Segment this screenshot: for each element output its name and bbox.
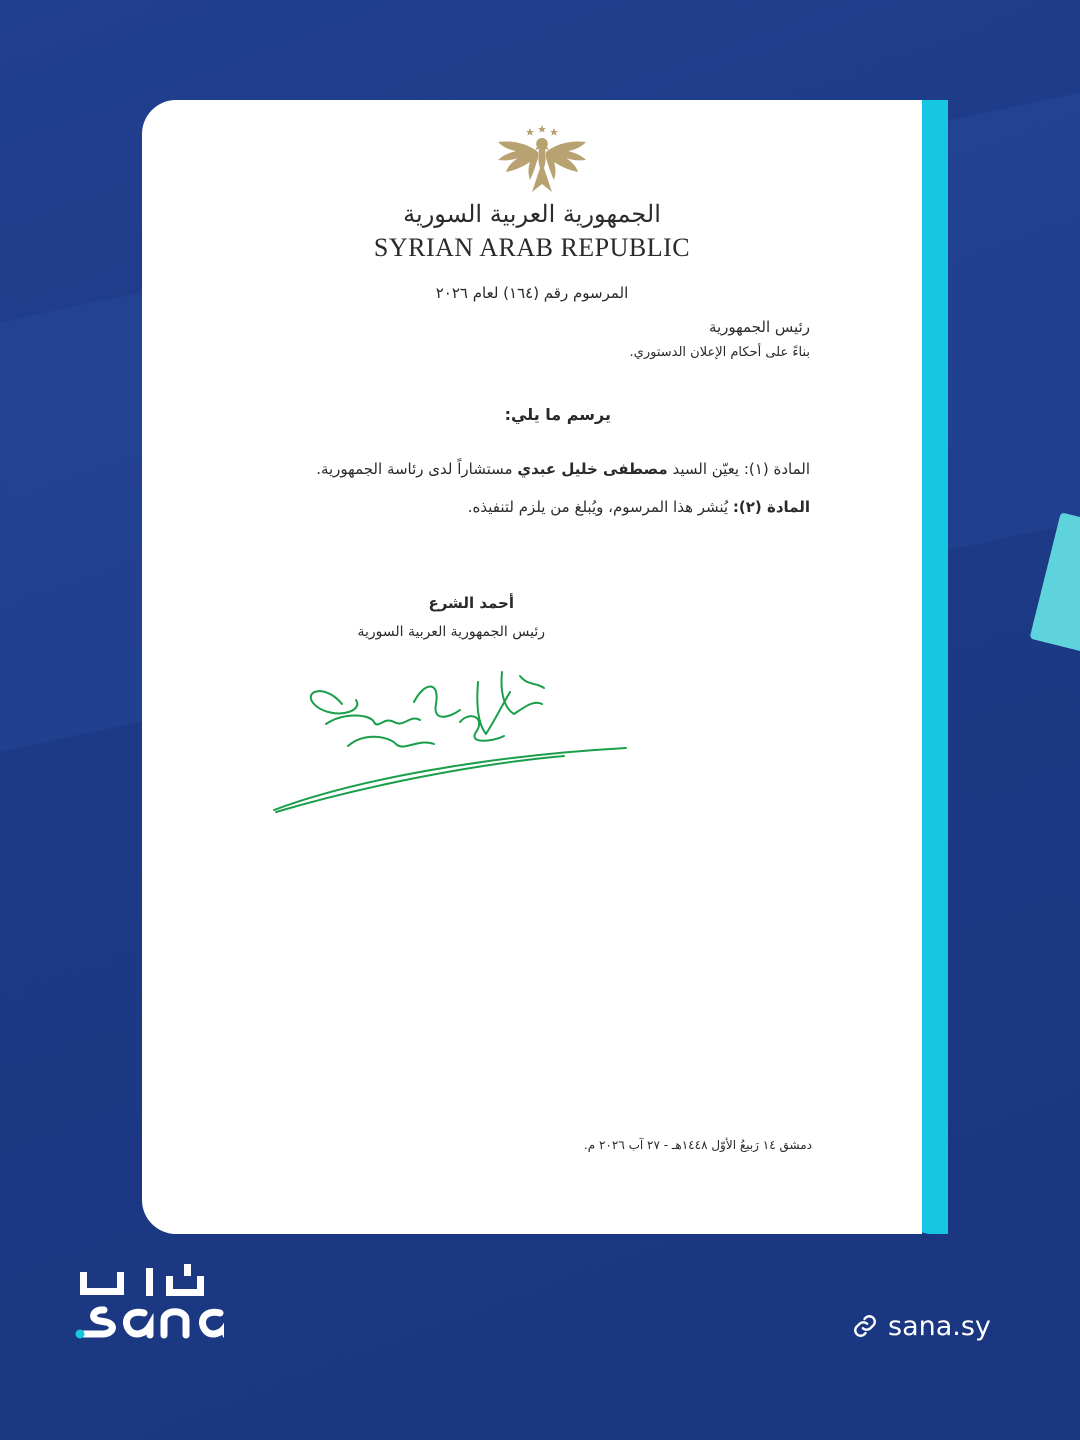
article-2-text: يُنشر هذا المرسوم، ويُبلغ من يلزم لتنفيذه. <box>467 498 729 516</box>
link-icon <box>852 1313 878 1339</box>
article-1-label: المادة (١): يعيّن السيد <box>672 460 810 478</box>
legal-basis: بناءً على أحكام الإعلان الدستوري. <box>629 345 810 360</box>
article-1-text: مستشاراً لدى رئاسة الجمهورية. <box>316 460 513 478</box>
decree-document <box>142 100 922 1234</box>
article-2 <box>468 498 810 516</box>
article-1 <box>316 460 810 478</box>
website-link[interactable] <box>852 1306 991 1346</box>
president-heading: رئيس الجمهورية <box>708 318 810 336</box>
sana-logo <box>74 1262 224 1342</box>
republic-name-arabic: الجمهورية العربية السورية <box>403 200 661 228</box>
decrees-heading: يرسم ما يلي: <box>504 405 611 424</box>
republic-name-english: SYRIAN ARAB REPUBLIC <box>373 233 691 262</box>
eagle-emblem-icon <box>494 122 590 198</box>
date-line: دمشق ١٤ رَبيعُ الأوّل ١٤٤٨هـ - ٢٧ آب ٢٠٢٦ م. <box>583 1138 812 1152</box>
decree-number: المرسوم رقم (١٦٤) لعام ٢٠٢٦ <box>435 284 629 302</box>
website-text[interactable]: sana.sy <box>888 1310 991 1342</box>
handwritten-signature <box>264 652 634 822</box>
signer-name: أحمد الشرع <box>428 594 514 612</box>
appointee-name: مصطفى خليل عبدي <box>517 460 668 478</box>
teal-decor-tab <box>1029 512 1080 657</box>
article-2-label: المادة (٢): <box>732 498 810 516</box>
signer-title: رئيس الجمهورية العربية السورية <box>357 624 545 640</box>
